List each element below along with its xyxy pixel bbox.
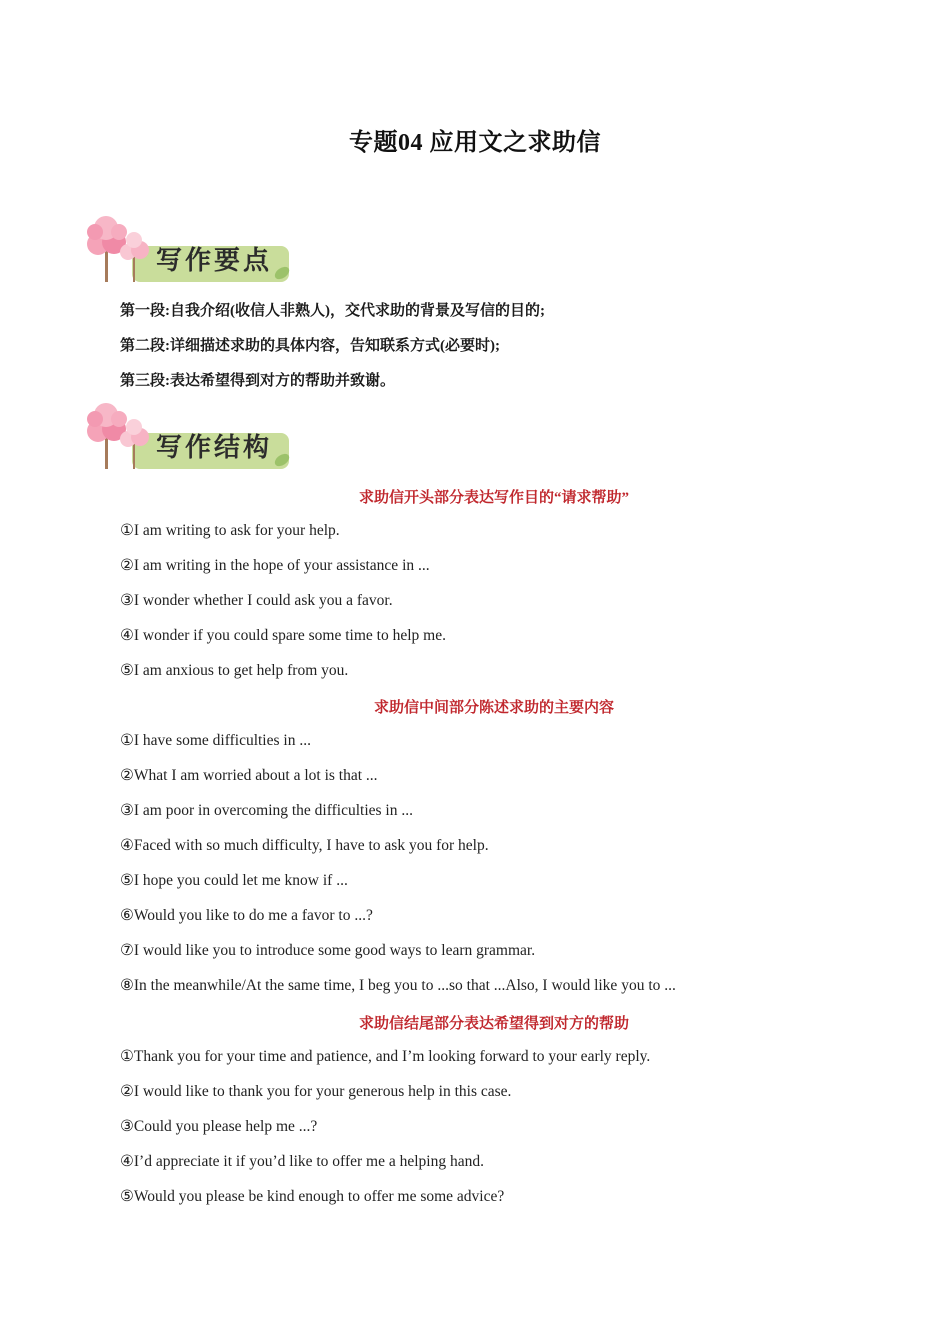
group-heading-body: 求助信中间部分陈述求助的主要内容 (373, 700, 614, 716)
section-label: 写作结构 (156, 433, 273, 463)
phrase-line: ③I am poor in overcoming the difficulties in ... (120, 802, 413, 819)
phrase-line: ①Thank you for your time and patience, and I’m looking forward to your early reply. (120, 1048, 651, 1065)
phrase-line: ③Could you please help me ...? (120, 1118, 318, 1135)
phrase-line: ③I wonder whether I could ask you a favor. (120, 592, 393, 609)
phrase-line: ①I have some difficulties in ... (120, 732, 311, 749)
phrase-line: ⑦I would like you to introduce some good ways to learn grammar. (120, 942, 536, 959)
section-header-writing-points (86, 212, 306, 284)
point-1: 第一段:自我介绍(收信人非熟人)，交代求助的背景及写信的目的; (120, 303, 545, 319)
phrase-line: ②I would like to thank you for your generous help in this case. (120, 1083, 512, 1100)
phrase-line: ⑤I am anxious to get help from you. (120, 662, 349, 679)
phrase-line: ⑤Would you please be kind enough to offer me some advice? (120, 1188, 505, 1205)
group-heading-opening: 求助信开头部分表达写作目的“请求帮助” (358, 490, 629, 506)
point-2: 第二段:详细描述求助的具体内容，告知联系方式(必要时); (120, 338, 500, 354)
page-title: 专题04 应用文之求助信 (349, 130, 601, 156)
phrase-line: ④I’d appreciate it if you’d like to offer me a helping hand. (120, 1153, 484, 1170)
section-header-writing-structure (86, 399, 306, 471)
phrase-line: ⑧In the meanwhile/At the same time, I beg you to ...so that ...Also, I would like you to ... (120, 977, 676, 994)
point-3: 第三段:表达希望得到对方的帮助并致谢。 (120, 373, 395, 389)
phrase-line: ④I wonder if you could spare some time to help me. (120, 627, 446, 644)
group-heading-closing: 求助信结尾部分表达希望得到对方的帮助 (358, 1016, 629, 1032)
phrase-line: ⑤I hope you could let me know if ... (120, 872, 348, 889)
phrase-line: ①I am writing to ask for your help. (120, 522, 340, 539)
phrase-line: ④Faced with so much difficulty, I have to ask you for help. (120, 837, 489, 854)
phrase-line: ②What I am worried about a lot is that ... (120, 767, 378, 784)
phrase-line: ②I am writing in the hope of your assistance in ... (120, 557, 430, 574)
section-label: 写作要点 (156, 246, 273, 276)
phrase-line: ⑥Would you like to do me a favor to ...? (120, 907, 373, 924)
